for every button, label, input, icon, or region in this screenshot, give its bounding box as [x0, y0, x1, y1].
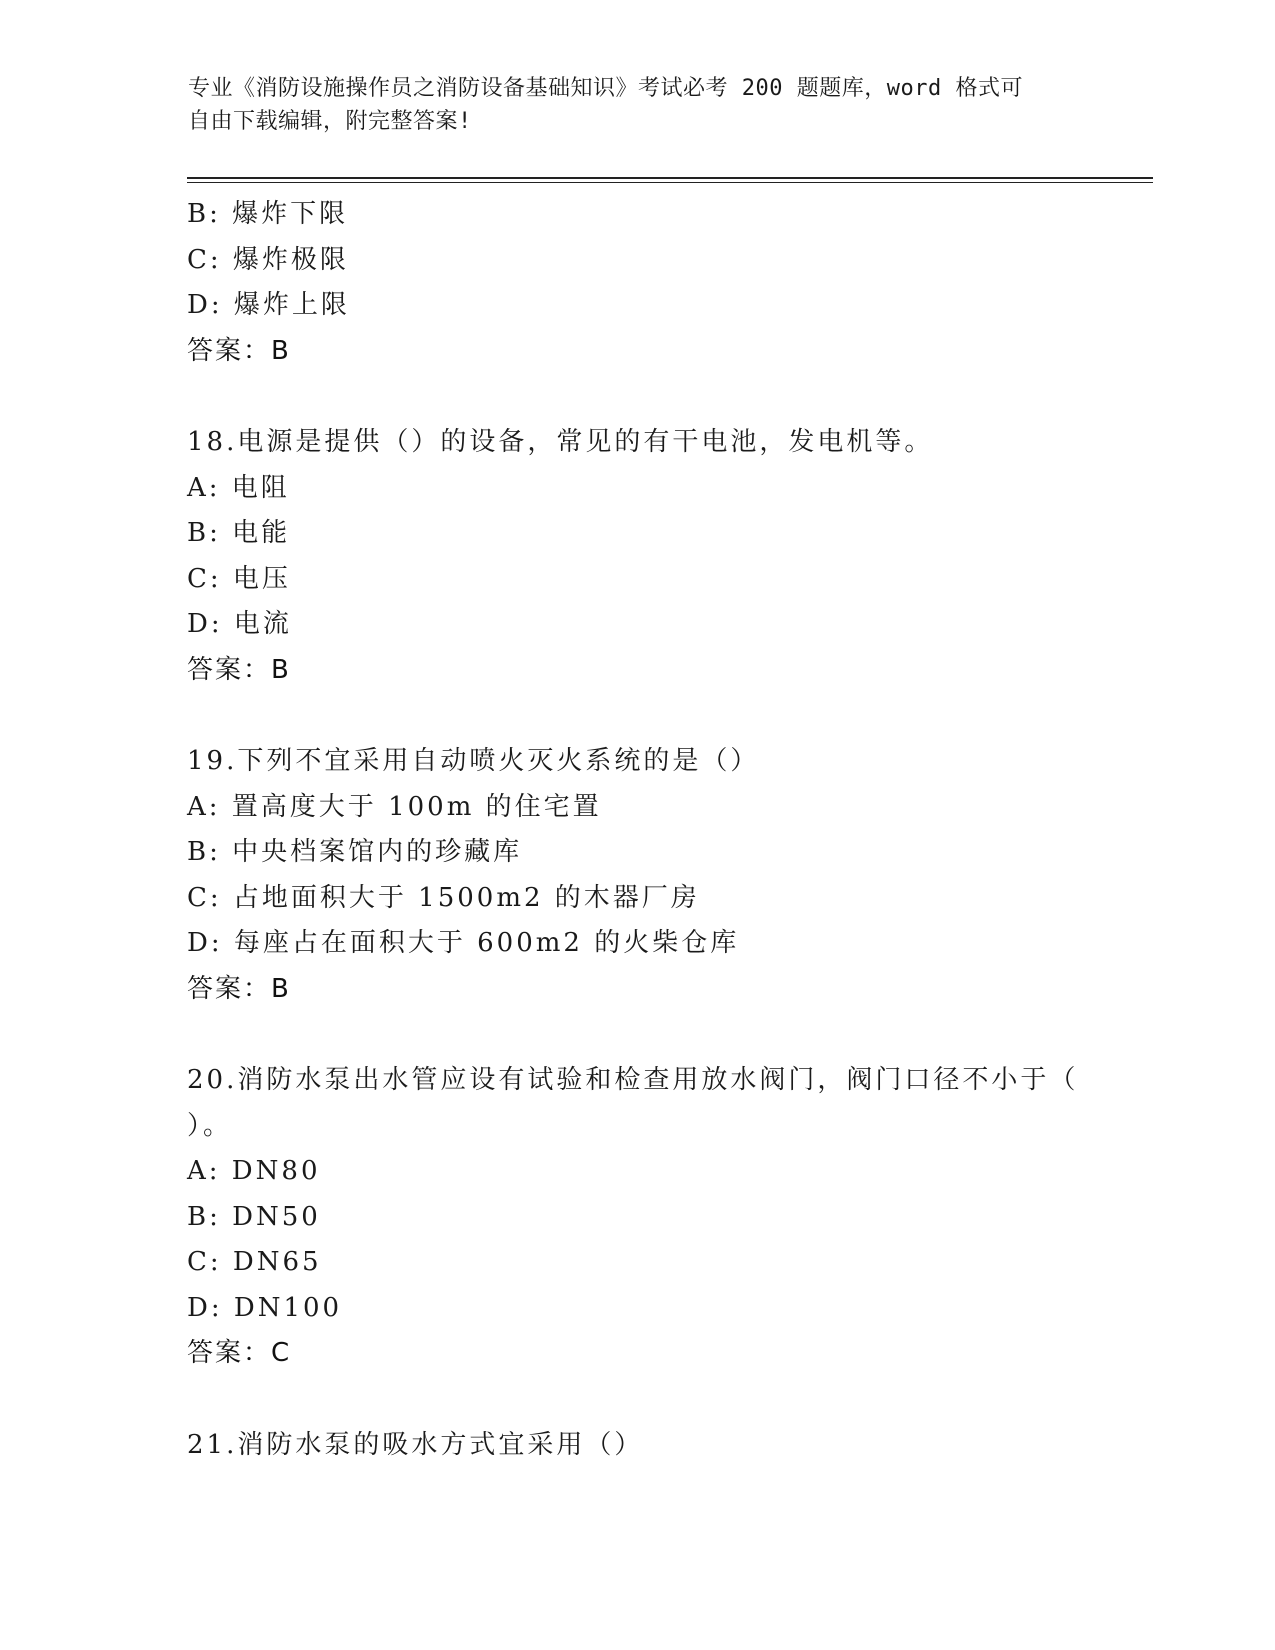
option-b: B: 中央档案馆内的珍藏库	[187, 837, 523, 867]
question-list	[187, 192, 1087, 1468]
answer-label: 答案：B	[187, 973, 291, 1004]
question-18	[187, 420, 1087, 693]
option-c: C: 占地面积大于 1500m2 的木器厂房	[187, 882, 700, 913]
option-d: D: 爆炸上限	[187, 290, 350, 320]
spacer	[187, 374, 1087, 420]
option-a: A: 电阻	[187, 472, 290, 503]
document-header	[188, 72, 1068, 138]
question-19	[187, 739, 1087, 1012]
option-a: A: DN80	[187, 1156, 321, 1186]
option-d: D: DN100	[187, 1292, 343, 1323]
question-21	[187, 1423, 1087, 1469]
option-b: B: 爆炸下限	[187, 199, 349, 229]
option-d: D: 每座占在面积大于 600m2 的火柴仓库	[187, 928, 740, 958]
answer-label: 答案：B	[187, 335, 291, 366]
option-a: A: 置高度大于 100m 的住宅置	[187, 791, 602, 822]
answer-label: 答案：B	[187, 654, 291, 685]
question-text-line-1: 20.消防水泵出水管应设有试验和检查用放水阀门，阀门口径不小于（	[187, 1065, 1079, 1095]
question-text: 18.电源是提供（）的设备，常见的有干电池，发电机等。	[187, 427, 934, 457]
question-text-line-2: ）。	[187, 1110, 233, 1141]
spacer	[187, 1377, 1087, 1423]
question-text: 21.消防水泵的吸水方式宜采用（）	[187, 1429, 644, 1460]
question-text: 19.下列不宜采用自动喷火灭火系统的是（）	[187, 746, 760, 776]
spacer	[187, 693, 1087, 739]
question-17-tail	[187, 192, 1087, 374]
option-b: B: DN50	[187, 1201, 321, 1232]
header-divider-bottom	[187, 182, 1153, 183]
option-c: C: 电压	[187, 563, 291, 594]
answer-label: 答案：C	[187, 1338, 292, 1368]
header-divider-top	[187, 177, 1153, 179]
option-d: D: 电流	[187, 609, 292, 639]
header-line-2: 自由下载编辑，附完整答案!	[188, 109, 472, 134]
header-line-1: 专业《消防设施操作员之消防设备基础知识》考试必考 200 题题库，word 格式可	[188, 76, 1023, 101]
question-20	[187, 1058, 1087, 1377]
option-c: C: 爆炸极限	[187, 244, 349, 275]
option-c: C: DN65	[187, 1247, 322, 1277]
option-b: B: 电能	[187, 518, 291, 548]
spacer	[187, 1012, 1087, 1058]
